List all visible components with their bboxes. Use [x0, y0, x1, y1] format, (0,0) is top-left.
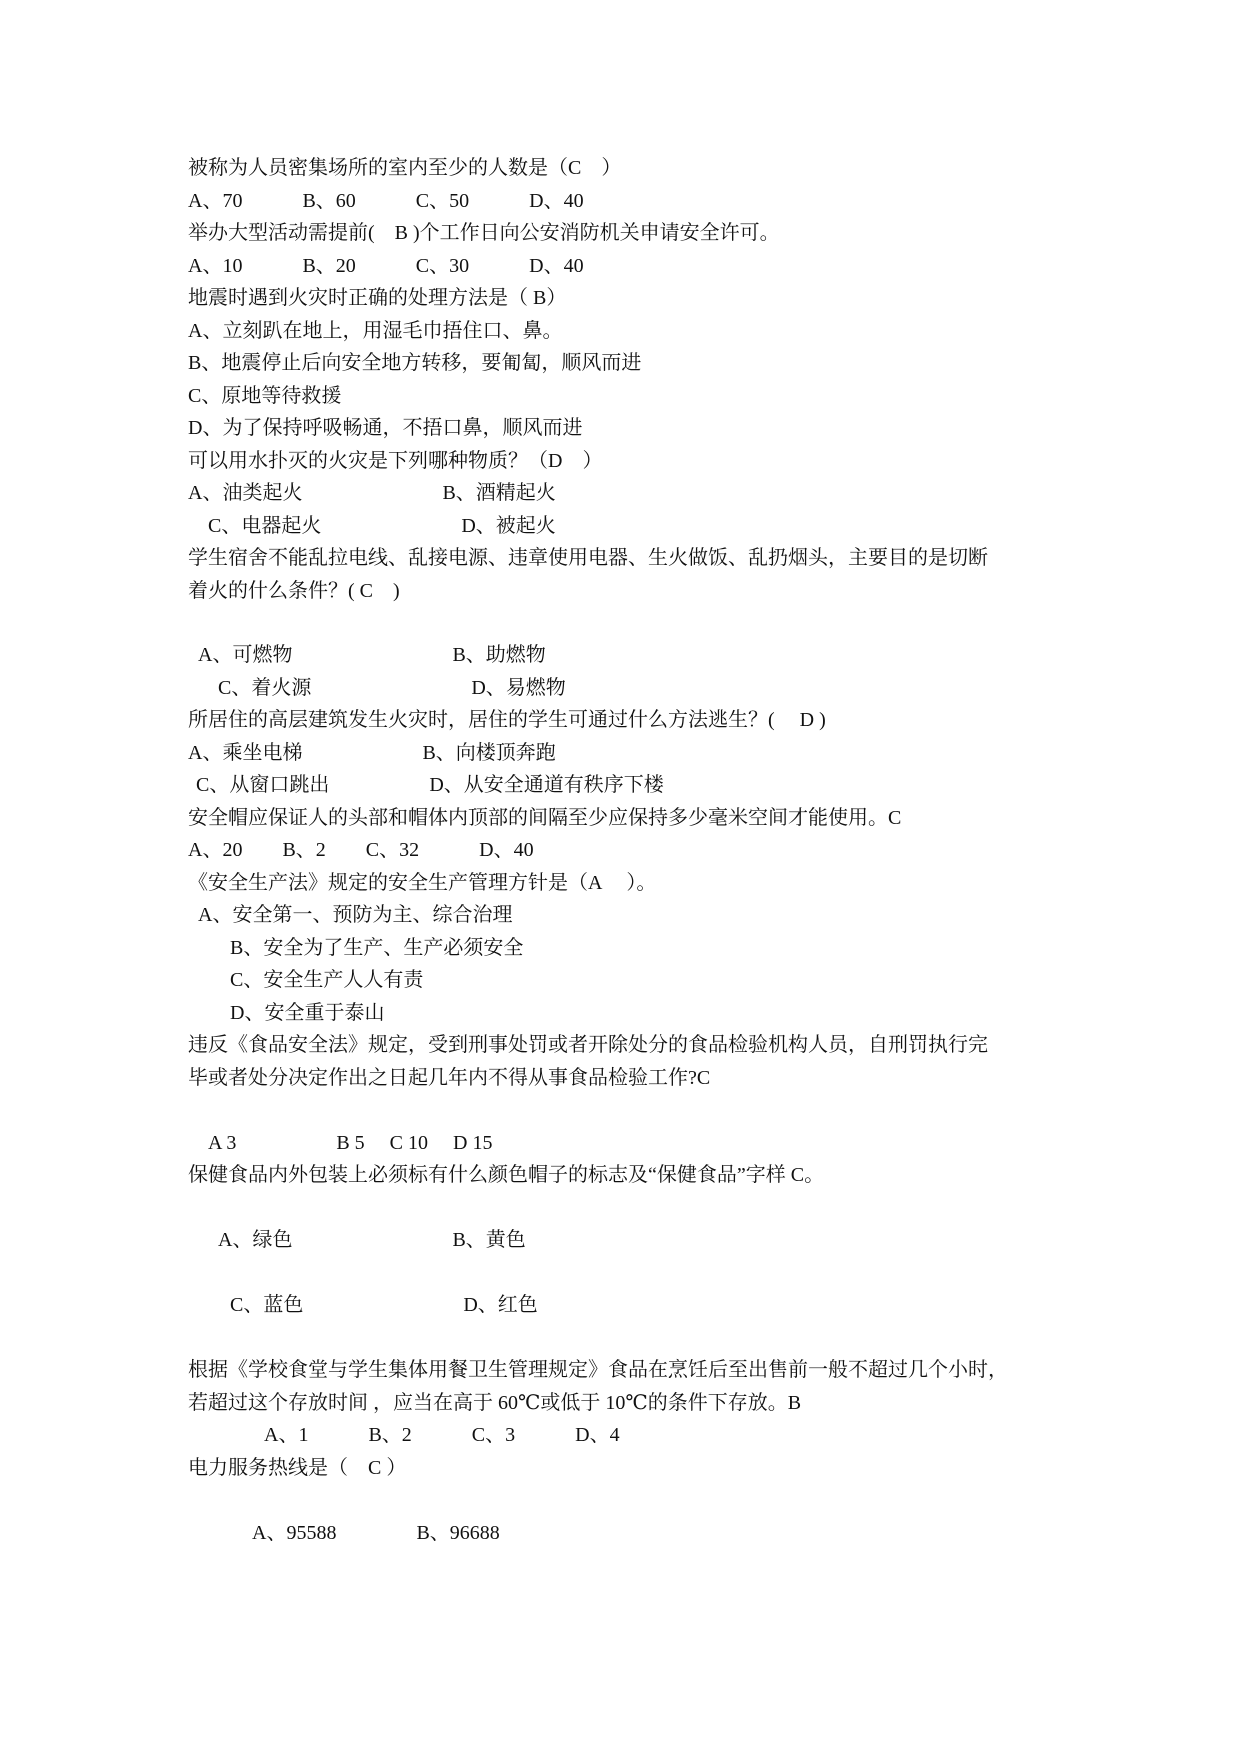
text-line: A 3 B 5 C 10 D 15 — [208, 1132, 493, 1154]
text-line: C、电器起火 D、被起火 — [208, 515, 556, 537]
text-line: 所居住的高层建筑发生火灾时，居住的学生可通过什么方法逃生？( D ) — [188, 709, 826, 731]
text-line: 被称为人员密集场所的室内至少的人数是（C ） — [188, 157, 622, 179]
text-line: A、绿色 B、黄色 — [218, 1229, 526, 1251]
text-line: B、安全为了生产、生产必须安全 — [230, 937, 524, 959]
text-line: A、立刻趴在地上，用湿毛巾捂住口、鼻。 — [188, 320, 563, 342]
text-line: A、油类起火 B、酒精起火 — [188, 482, 556, 504]
text-line: C、原地等待救援 — [188, 385, 342, 407]
text-line: 安全帽应保证人的头部和帽体内顶部的间隔至少应保持多少毫米空间才能使用。C — [188, 807, 902, 829]
text-line: 根据《学校食堂与学生集体用餐卫生管理规定》食品在烹饪后至出售前一般不超过几个小时， — [188, 1359, 1008, 1381]
text-line: 保健食品内外包装上必须标有什么颜色帽子的标志及“保健食品”字样 C。 — [188, 1164, 825, 1186]
text-line: A、1 B、2 C、3 D、4 — [264, 1424, 620, 1446]
text-line: 可以用水扑灭的火灾是下列哪种物质？（D ） — [188, 450, 603, 472]
text-line: B、地震停止后向安全地方转移，要匍匐，顺风而进 — [188, 352, 642, 374]
text-line: D、安全重于泰山 — [230, 1002, 385, 1024]
text-line: A、可燃物 B、助燃物 — [198, 644, 546, 666]
text-line: 违反《食品安全法》规定，受到刑事处罚或者开除处分的食品检验机构人员，自刑罚执行完 — [188, 1034, 988, 1056]
text-line: 举办大型活动需提前( B )个工作日向公安消防机关申请安全许可。 — [188, 222, 780, 244]
text-line: 毕或者处分决定作出之日起几年内不得从事食品检验工作?C — [188, 1067, 711, 1089]
text-line: 若超过这个存放时间 ，应当在高于 60℃或低于 10℃的条件下存放。B — [188, 1392, 802, 1414]
text-line: A、95588 B、96688 — [252, 1522, 500, 1544]
text-line: A、70 B、60 C、50 D、40 — [188, 190, 584, 212]
text-line: D、为了保持呼吸畅通，不捂口鼻，顺风而进 — [188, 417, 583, 439]
text-line: C、蓝色 D、红色 — [230, 1294, 538, 1316]
text-line: C、着火源 D、易燃物 — [218, 677, 566, 699]
text-line: 着火的什么条件？( C ) — [188, 580, 400, 602]
text-line: 电力服务热线是（ C ） — [188, 1457, 407, 1479]
text-line: C、从窗口跳出 D、从安全通道有秩序下楼 — [196, 774, 664, 796]
text-line: 《安全生产法》规定的安全生产管理方针是（A ）。 — [188, 872, 657, 894]
text-line: A、20 B、2 C、32 D、40 — [188, 839, 534, 861]
text-line: C、安全生产人人有责 — [230, 969, 424, 991]
text-line: 地震时遇到火灾时正确的处理方法是（ B） — [188, 287, 567, 309]
text-line: 学生宿舍不能乱拉电线、乱接电源、违章使用电器、生火做饭、乱扔烟头，主要目的是切断 — [188, 547, 988, 569]
text-line: A、乘坐电梯 B、向楼顶奔跑 — [188, 742, 556, 764]
text-line: A、10 B、20 C、30 D、40 — [188, 255, 584, 277]
text-line: A、安全第一、预防为主、综合治理 — [198, 904, 513, 926]
